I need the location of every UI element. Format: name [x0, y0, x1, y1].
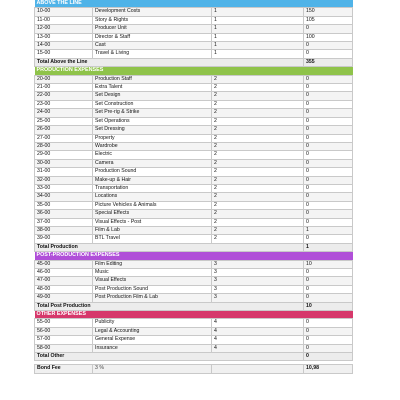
table-row: [35, 201, 353, 209]
amount-cell[interactable]: 0: [304, 134, 353, 142]
table-row: [35, 100, 353, 108]
amount-cell[interactable]: 150: [304, 8, 353, 16]
account-code-cell[interactable]: 25-00: [35, 117, 93, 125]
account-code-cell[interactable]: 56-00: [35, 327, 93, 335]
section-header: [35, 67, 353, 75]
table-row: [35, 134, 353, 142]
account-name-cell[interactable]: Electric: [93, 151, 212, 159]
account-name-cell[interactable]: Production Staff: [93, 75, 212, 83]
account-code-cell[interactable]: 36-00: [35, 210, 93, 218]
table-row: [35, 168, 353, 176]
section-number-cell[interactable]: 2: [212, 235, 304, 243]
amount-cell[interactable]: 0: [304, 100, 353, 108]
account-name-cell[interactable]: Post Production Film & Lab: [93, 294, 212, 302]
section-number-cell[interactable]: 2: [212, 218, 304, 226]
section-number-cell[interactable]: 2: [212, 75, 304, 83]
bond-fee-label-cell[interactable]: Bond Fee: [35, 365, 93, 373]
account-code-cell[interactable]: 21-00: [35, 84, 93, 92]
table-row: [35, 269, 353, 277]
table-row: [35, 117, 353, 125]
table-row: [35, 327, 353, 335]
section-number-cell[interactable]: 2: [212, 134, 304, 142]
total-row: [35, 353, 353, 361]
table-row: [35, 16, 353, 24]
table-row: [35, 184, 353, 192]
section-number-cell[interactable]: 3: [212, 285, 304, 293]
amount-cell[interactable]: 0: [304, 336, 353, 344]
table-row: [35, 336, 353, 344]
total-label-cell[interactable]: Total Post Production: [35, 302, 304, 310]
amount-cell[interactable]: 0: [304, 285, 353, 293]
table-row: [35, 193, 353, 201]
section-number-cell[interactable]: 2: [212, 84, 304, 92]
section-number-cell[interactable]: 2: [212, 226, 304, 234]
account-code-cell[interactable]: 28-00: [35, 142, 93, 150]
account-code-cell[interactable]: 45-00: [35, 260, 93, 268]
account-code-cell[interactable]: 34-00: [35, 193, 93, 201]
table-row: [35, 176, 353, 184]
section-number-cell[interactable]: 1: [212, 50, 304, 58]
amount-cell[interactable]: 0: [304, 277, 353, 285]
section-title: ABOVE THE LINE: [35, 0, 353, 8]
account-code-cell[interactable]: 12-00: [35, 25, 93, 33]
amount-cell[interactable]: 0: [304, 294, 353, 302]
account-code-cell[interactable]: 49-00: [35, 294, 93, 302]
total-value-cell[interactable]: 10: [304, 302, 353, 310]
amount-cell[interactable]: 0: [304, 126, 353, 134]
section-header: [35, 311, 353, 319]
account-name-cell[interactable]: BTL Travel: [93, 235, 212, 243]
section-header: [35, 252, 353, 260]
table-row: [35, 226, 353, 234]
account-name-cell[interactable]: Insurance: [93, 344, 212, 352]
amount-cell[interactable]: 0: [304, 218, 353, 226]
account-name-cell[interactable]: Set Pre-rig & Strike: [93, 109, 212, 117]
amount-cell[interactable]: 0: [304, 159, 353, 167]
table-row: [35, 75, 353, 83]
amount-cell[interactable]: 0: [304, 319, 353, 327]
total-row: [35, 302, 353, 310]
section-number-cell[interactable]: 2: [212, 92, 304, 100]
total-label-cell[interactable]: Total Above the Line: [35, 58, 304, 66]
section-number-cell[interactable]: 4: [212, 344, 304, 352]
section-number-cell[interactable]: 3: [212, 277, 304, 285]
section-title: OTHER EXPENSES: [35, 311, 353, 319]
table-row: [35, 8, 353, 16]
section-number-cell[interactable]: 3: [212, 260, 304, 268]
account-code-cell[interactable]: 13-00: [35, 33, 93, 41]
account-code-cell[interactable]: 22-00: [35, 92, 93, 100]
table-row: [35, 33, 353, 41]
section-number-cell[interactable]: 2: [212, 210, 304, 218]
account-name-cell[interactable]: Film Editing: [93, 260, 212, 268]
account-name-cell[interactable]: Special Effects: [93, 210, 212, 218]
amount-cell[interactable]: 0: [304, 84, 353, 92]
account-name-cell[interactable]: Producer Unit: [93, 25, 212, 33]
account-name-cell[interactable]: Director & Staff: [93, 33, 212, 41]
account-code-cell[interactable]: 20-00: [35, 75, 93, 83]
account-code-cell[interactable]: 47-00: [35, 277, 93, 285]
section-number-cell[interactable]: 1: [212, 25, 304, 33]
account-name-cell[interactable]: Music: [93, 269, 212, 277]
table-row: [35, 159, 353, 167]
total-value-cell[interactable]: 355: [304, 58, 353, 66]
table-row: [35, 25, 353, 33]
section-number-cell[interactable]: 2: [212, 109, 304, 117]
table-row: [35, 84, 353, 92]
account-name-cell[interactable]: Set Operations: [93, 117, 212, 125]
total-row: [35, 243, 353, 251]
table-row: [35, 210, 353, 218]
section-number-cell[interactable]: 2: [212, 193, 304, 201]
account-code-cell[interactable]: 46-00: [35, 269, 93, 277]
section-header: [35, 0, 353, 8]
table-row: [35, 126, 353, 134]
account-code-cell[interactable]: 35-00: [35, 201, 93, 209]
amount-cell[interactable]: 0: [304, 184, 353, 192]
account-name-cell[interactable]: Set Construction: [93, 100, 212, 108]
amount-cell[interactable]: 0: [304, 269, 353, 277]
section-title: PRODUCTION EXPENSES: [35, 67, 353, 75]
account-name-cell[interactable]: Set Design: [93, 92, 212, 100]
account-code-cell[interactable]: 30-00: [35, 159, 93, 167]
table-row: [35, 285, 353, 293]
section-number-cell[interactable]: 4: [212, 319, 304, 327]
account-code-cell[interactable]: 15-00: [35, 50, 93, 58]
section-number-cell[interactable]: 2: [212, 117, 304, 125]
amount-cell[interactable]: 0: [304, 151, 353, 159]
account-code-cell[interactable]: 23-00: [35, 100, 93, 108]
table-row: [35, 319, 353, 327]
section-number-cell[interactable]: 4: [212, 336, 304, 344]
amount-cell[interactable]: 0: [304, 50, 353, 58]
account-name-cell[interactable]: Camera: [93, 159, 212, 167]
section-number-cell[interactable]: 2: [212, 142, 304, 150]
account-name-cell[interactable]: Post Production Sound: [93, 285, 212, 293]
amount-cell[interactable]: 100: [304, 33, 353, 41]
amount-cell[interactable]: 0: [304, 193, 353, 201]
bond-fee-percent-cell[interactable]: 3 %: [93, 365, 212, 373]
account-code-cell[interactable]: 55-00: [35, 319, 93, 327]
account-code-cell[interactable]: 38-00: [35, 226, 93, 234]
table-row: [35, 92, 353, 100]
budget-spreadsheet: [34, 0, 352, 374]
amount-cell[interactable]: 0: [304, 201, 353, 209]
account-code-cell[interactable]: 33-00: [35, 184, 93, 192]
table-row: [35, 344, 353, 352]
table-row: [35, 109, 353, 117]
account-code-cell[interactable]: 29-00: [35, 151, 93, 159]
account-code-cell[interactable]: 58-00: [35, 344, 93, 352]
table-row: [35, 235, 353, 243]
section-number-cell[interactable]: 2: [212, 184, 304, 192]
total-label-cell[interactable]: Total Production: [35, 243, 304, 251]
account-code-cell[interactable]: 39-00: [35, 235, 93, 243]
table-row: [35, 42, 353, 50]
account-name-cell[interactable]: Visual Effects - Post: [93, 218, 212, 226]
account-code-cell[interactable]: 24-00: [35, 109, 93, 117]
table-row: [35, 277, 353, 285]
section-number-cell[interactable]: 2: [212, 159, 304, 167]
account-code-cell[interactable]: 57-00: [35, 336, 93, 344]
bond-fee-value-cell[interactable]: 10,98: [304, 365, 353, 373]
account-name-cell[interactable]: Picture Vehicles & Animals: [93, 201, 212, 209]
account-name-cell[interactable]: Property: [93, 134, 212, 142]
bond-fee-row: [35, 365, 353, 373]
account-code-cell[interactable]: 27-00: [35, 134, 93, 142]
amount-cell[interactable]: 0: [304, 344, 353, 352]
total-label-cell[interactable]: Total Other: [35, 353, 304, 361]
amount-cell[interactable]: 1: [304, 226, 353, 234]
account-code-cell[interactable]: 26-00: [35, 126, 93, 134]
account-code-cell[interactable]: 37-00: [35, 218, 93, 226]
section-number-cell[interactable]: 2: [212, 100, 304, 108]
account-name-cell[interactable]: Travel & Living: [93, 50, 212, 58]
account-name-cell[interactable]: Film & Lab: [93, 226, 212, 234]
account-code-cell[interactable]: 32-00: [35, 176, 93, 184]
amount-cell[interactable]: 0: [304, 176, 353, 184]
amount-cell[interactable]: 0: [304, 25, 353, 33]
account-name-cell[interactable]: Development Costs: [93, 8, 212, 16]
table-row: [35, 260, 353, 268]
amount-cell[interactable]: 0: [304, 117, 353, 125]
account-code-cell[interactable]: 14-00: [35, 42, 93, 50]
section-number-cell[interactable]: 2: [212, 151, 304, 159]
account-name-cell[interactable]: Transportation: [93, 184, 212, 192]
section-number-cell[interactable]: 2: [212, 201, 304, 209]
section-number-cell[interactable]: 3: [212, 269, 304, 277]
section-number-cell[interactable]: 4: [212, 327, 304, 335]
table-row: [35, 142, 353, 150]
account-name-cell[interactable]: Story & Rights: [93, 16, 212, 24]
table-row: [35, 218, 353, 226]
amount-cell[interactable]: 0: [304, 168, 353, 176]
account-name-cell[interactable]: Locations: [93, 193, 212, 201]
section-number-cell[interactable]: 1: [212, 8, 304, 16]
account-name-cell[interactable]: Set Dressing: [93, 126, 212, 134]
account-name-cell[interactable]: Wardrobe: [93, 142, 212, 150]
section-number-cell[interactable]: 1: [212, 16, 304, 24]
account-code-cell[interactable]: 31-00: [35, 168, 93, 176]
amount-cell[interactable]: 0: [304, 210, 353, 218]
section-number-cell[interactable]: 1: [212, 42, 304, 50]
account-name-cell[interactable]: Production Sound: [93, 168, 212, 176]
account-name-cell[interactable]: Extra Talent: [93, 84, 212, 92]
amount-cell[interactable]: 0: [304, 75, 353, 83]
table-row: [35, 151, 353, 159]
section-number-cell[interactable]: 2: [212, 126, 304, 134]
amount-cell[interactable]: 0: [304, 109, 353, 117]
total-row: [35, 58, 353, 66]
section-number-cell[interactable]: 2: [212, 168, 304, 176]
table-row: [35, 50, 353, 58]
account-name-cell[interactable]: Publicity: [93, 319, 212, 327]
amount-cell[interactable]: 0: [304, 327, 353, 335]
amount-cell[interactable]: 105: [304, 16, 353, 24]
bond-fee-empty-cell[interactable]: [212, 365, 304, 373]
account-name-cell[interactable]: Visual Effects: [93, 277, 212, 285]
section-number-cell[interactable]: 3: [212, 294, 304, 302]
account-code-cell[interactable]: 10-00: [35, 8, 93, 16]
amount-cell[interactable]: 0: [304, 92, 353, 100]
account-code-cell[interactable]: 11-00: [35, 16, 93, 24]
budget-table: [34, 0, 353, 374]
account-name-cell[interactable]: Make-up & Hair: [93, 176, 212, 184]
amount-cell[interactable]: 0: [304, 235, 353, 243]
section-title: POST-PRODUCTION EXPENSES: [35, 252, 353, 260]
section-number-cell[interactable]: 1: [212, 33, 304, 41]
account-code-cell[interactable]: 48-00: [35, 285, 93, 293]
amount-cell[interactable]: 0: [304, 142, 353, 150]
account-name-cell[interactable]: Cast: [93, 42, 212, 50]
account-name-cell[interactable]: General Expense: [93, 336, 212, 344]
total-value-cell[interactable]: 1: [304, 243, 353, 251]
table-row: [35, 294, 353, 302]
total-value-cell[interactable]: 0: [304, 353, 353, 361]
amount-cell[interactable]: 0: [304, 42, 353, 50]
amount-cell[interactable]: 10: [304, 260, 353, 268]
account-name-cell[interactable]: Legal & Accounting: [93, 327, 212, 335]
section-number-cell[interactable]: 2: [212, 176, 304, 184]
